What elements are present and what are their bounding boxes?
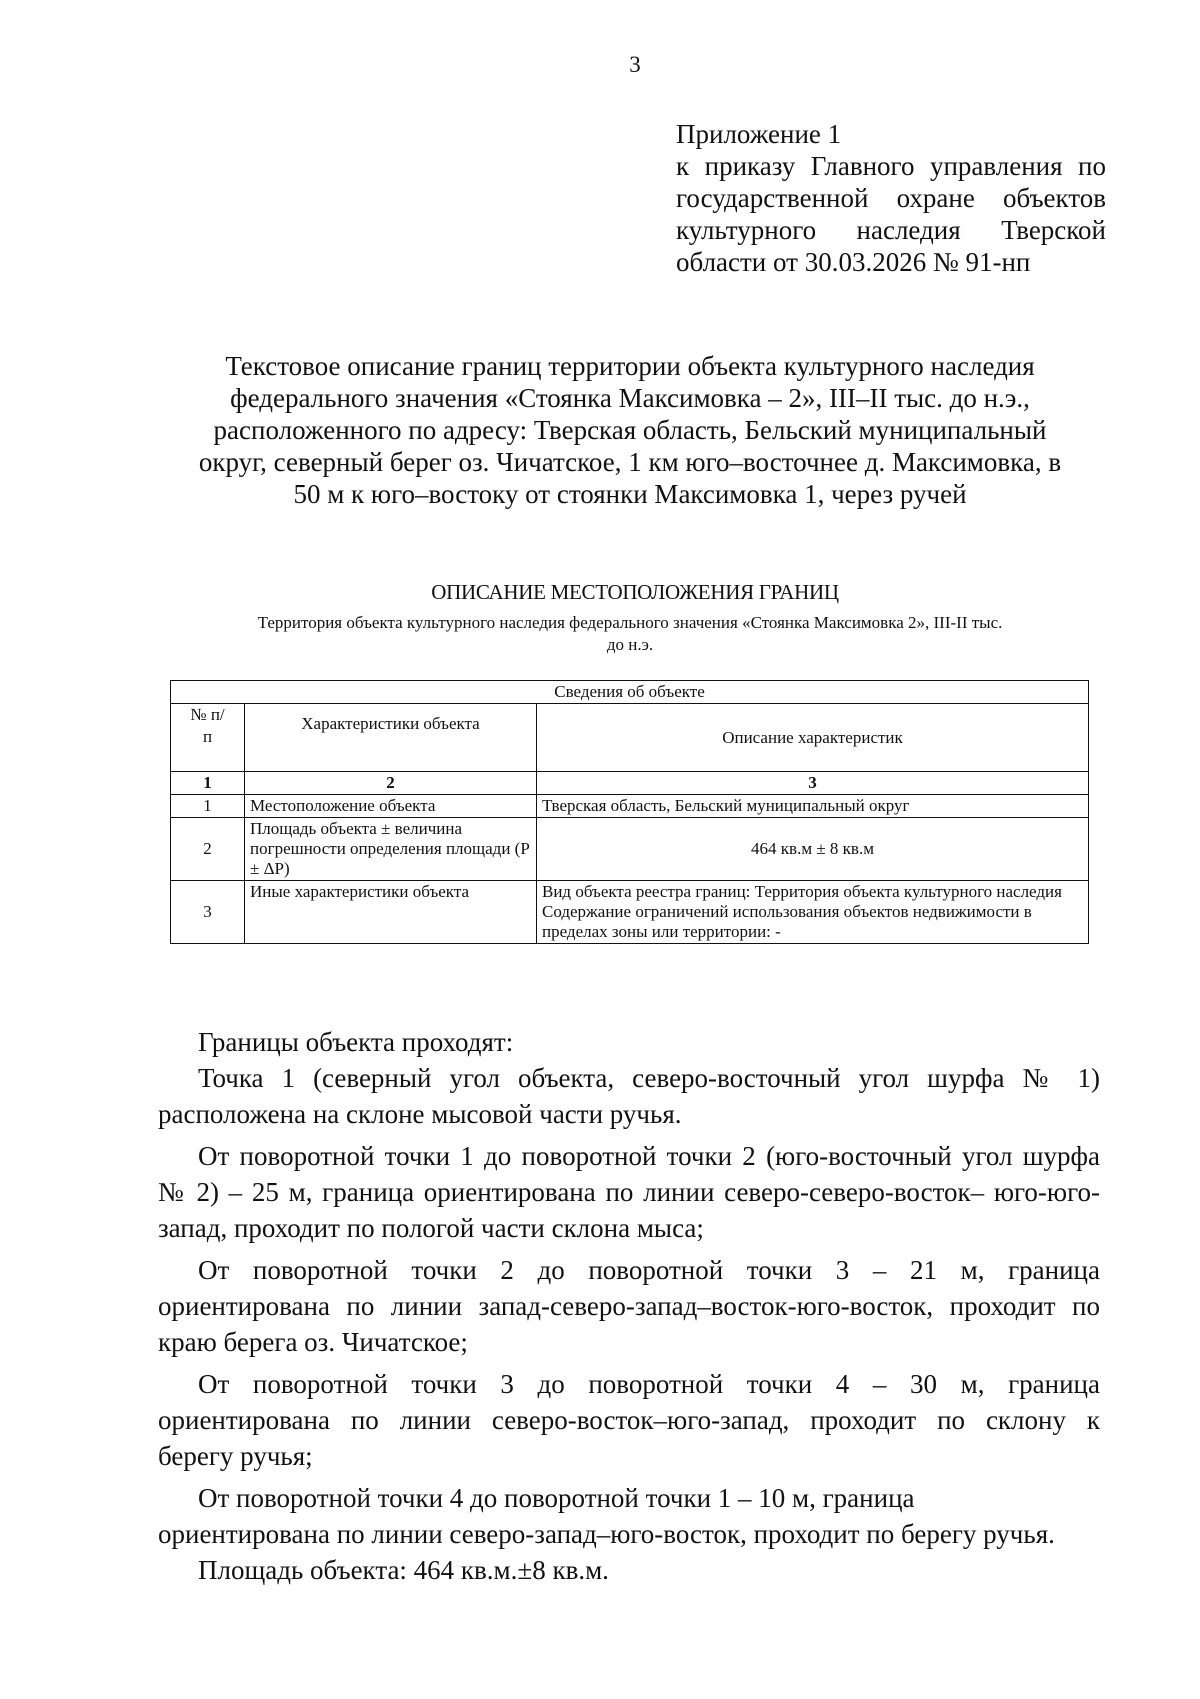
document-title (160, 350, 1100, 510)
title-line: Текстовое описание границ территории объекта культурного наследия (225, 351, 1035, 381)
section-title: ОПИСАНИЕ МЕСТОПОЛОЖЕНИЯ ГРАНИЦ (431, 580, 839, 604)
paragraph-line: № 2) – 25 м, граница ориентирована по линии северо-северо-восток– юго-юго- (158, 1177, 1100, 1207)
paragraph-segment-1-2 (158, 1138, 1100, 1246)
row-characteristic: Площадь объекта ± величина погрешности определения площади (Р ± ΔР) (245, 818, 537, 881)
header-description: Описание характеристик (537, 704, 1089, 772)
column-number: 3 (537, 772, 1089, 795)
paragraph-line: Площадь объекта: 464 кв.м.±8 кв.м. (198, 1555, 609, 1585)
paragraph-line: От поворотной точки 2 до поворотной точки 3 – 21 м, граница (198, 1255, 1100, 1285)
appendix-line: культурного наследия Тверской (676, 215, 1106, 245)
table-caption: Сведения об объекте (171, 681, 1089, 704)
table-row (171, 795, 1089, 818)
page-number: 3 (629, 52, 641, 77)
paragraph-line: ориентирована по линии северо-запад–юго-восток, проходит по берегу ручья. (158, 1519, 1055, 1549)
paragraph-line: Точка 1 (северный угол объекта, северо-восточный угол шурфа № 1) (198, 1063, 1100, 1093)
appendix-line: Приложение 1 (676, 119, 842, 149)
paragraph-segment-4-1 (158, 1480, 1100, 1552)
paragraph-segment-3-4 (158, 1366, 1100, 1474)
paragraph-line: ориентирована по линии северо-восток–юго-запад, проходит по склону к (158, 1405, 1100, 1435)
paragraph-line: Границы объекта проходят: (198, 1027, 514, 1057)
row-num: 3 (171, 881, 245, 944)
paragraph-point-1 (158, 1060, 1100, 1132)
title-line: федерального значения «Стоянка Максимовка – 2», III–II тыс. до н.э., (230, 383, 1030, 413)
appendix-line: к приказу Главного управления по (676, 151, 1106, 181)
row-num: 2 (171, 818, 245, 881)
row-description: Тверская область, Бельский муниципальный округ (537, 795, 1089, 818)
subtitle-line: Территория объекта культурного наследия федерального значения «Стоянка Максимовка 2», III-II тыс. (257, 613, 1003, 632)
paragraph-line: расположена на склоне мысовой части ручья. (158, 1099, 682, 1129)
table-row (171, 818, 1089, 881)
row-characteristic: Местоположение объекта (245, 795, 537, 818)
subtitle-line: до н.э. (606, 635, 654, 654)
paragraph-line: От поворотной точки 3 до поворотной точки 4 – 30 м, граница (198, 1369, 1100, 1399)
appendix-header (676, 118, 1106, 278)
column-number: 2 (245, 772, 537, 795)
boundary-description (158, 1024, 1100, 1588)
table-caption-row (171, 681, 1089, 704)
paragraph-line: От поворотной точки 1 до поворотной точки 2 (юго-восточный угол шурфа (198, 1141, 1100, 1171)
column-number: 1 (171, 772, 245, 795)
section-subtitle (178, 612, 1082, 656)
column-number-row (171, 772, 1089, 795)
paragraph-intro (158, 1024, 1100, 1060)
paragraph-line: запад, проходит по пологой части склона мыса; (158, 1213, 704, 1243)
appendix-line: области от 30.03.2026 № 91-нп (676, 247, 1031, 277)
paragraph-line: краю берега оз. Чичатское; (158, 1327, 468, 1357)
row-description: 464 кв.м ± 8 кв.м (537, 818, 1089, 881)
description-line: Вид объекта реестра границ: Территория объекта культурного наследия (542, 882, 1062, 901)
table-header-row (171, 704, 1089, 772)
paragraph-line: ориентирована по линии запад-северо-запад–восток-юго-восток, проходит по (158, 1291, 1100, 1321)
table-row (171, 881, 1089, 944)
description-line: Содержание ограничений использования объектов недвижимости в пределах зоны или территории: - (542, 902, 1032, 941)
title-line: расположенного по адресу: Тверская область, Бельский муниципальный (213, 415, 1047, 445)
paragraph-segment-2-3 (158, 1252, 1100, 1360)
title-line: 50 м к юго–востоку от стоянки Максимовка 1, через ручей (293, 479, 967, 509)
paragraph-line: От поворотной точки 4 до поворотной точки 1 – 10 м, граница (198, 1483, 915, 1513)
appendix-line: государственной охране объектов (676, 183, 1106, 213)
row-characteristic: Иные характеристики объекта (245, 881, 537, 944)
row-description (537, 881, 1089, 944)
paragraph-area (158, 1552, 1100, 1588)
row-num: 1 (171, 795, 245, 818)
paragraph-line: берегу ручья; (158, 1441, 313, 1471)
header-num: № п/ п (171, 704, 245, 772)
header-characteristic: Характеристики объекта (245, 704, 537, 772)
title-line: округ, северный берег оз. Чичатское, 1 км юго–восточнее д. Максимовка, в (198, 447, 1062, 477)
object-info-table (170, 680, 1089, 944)
